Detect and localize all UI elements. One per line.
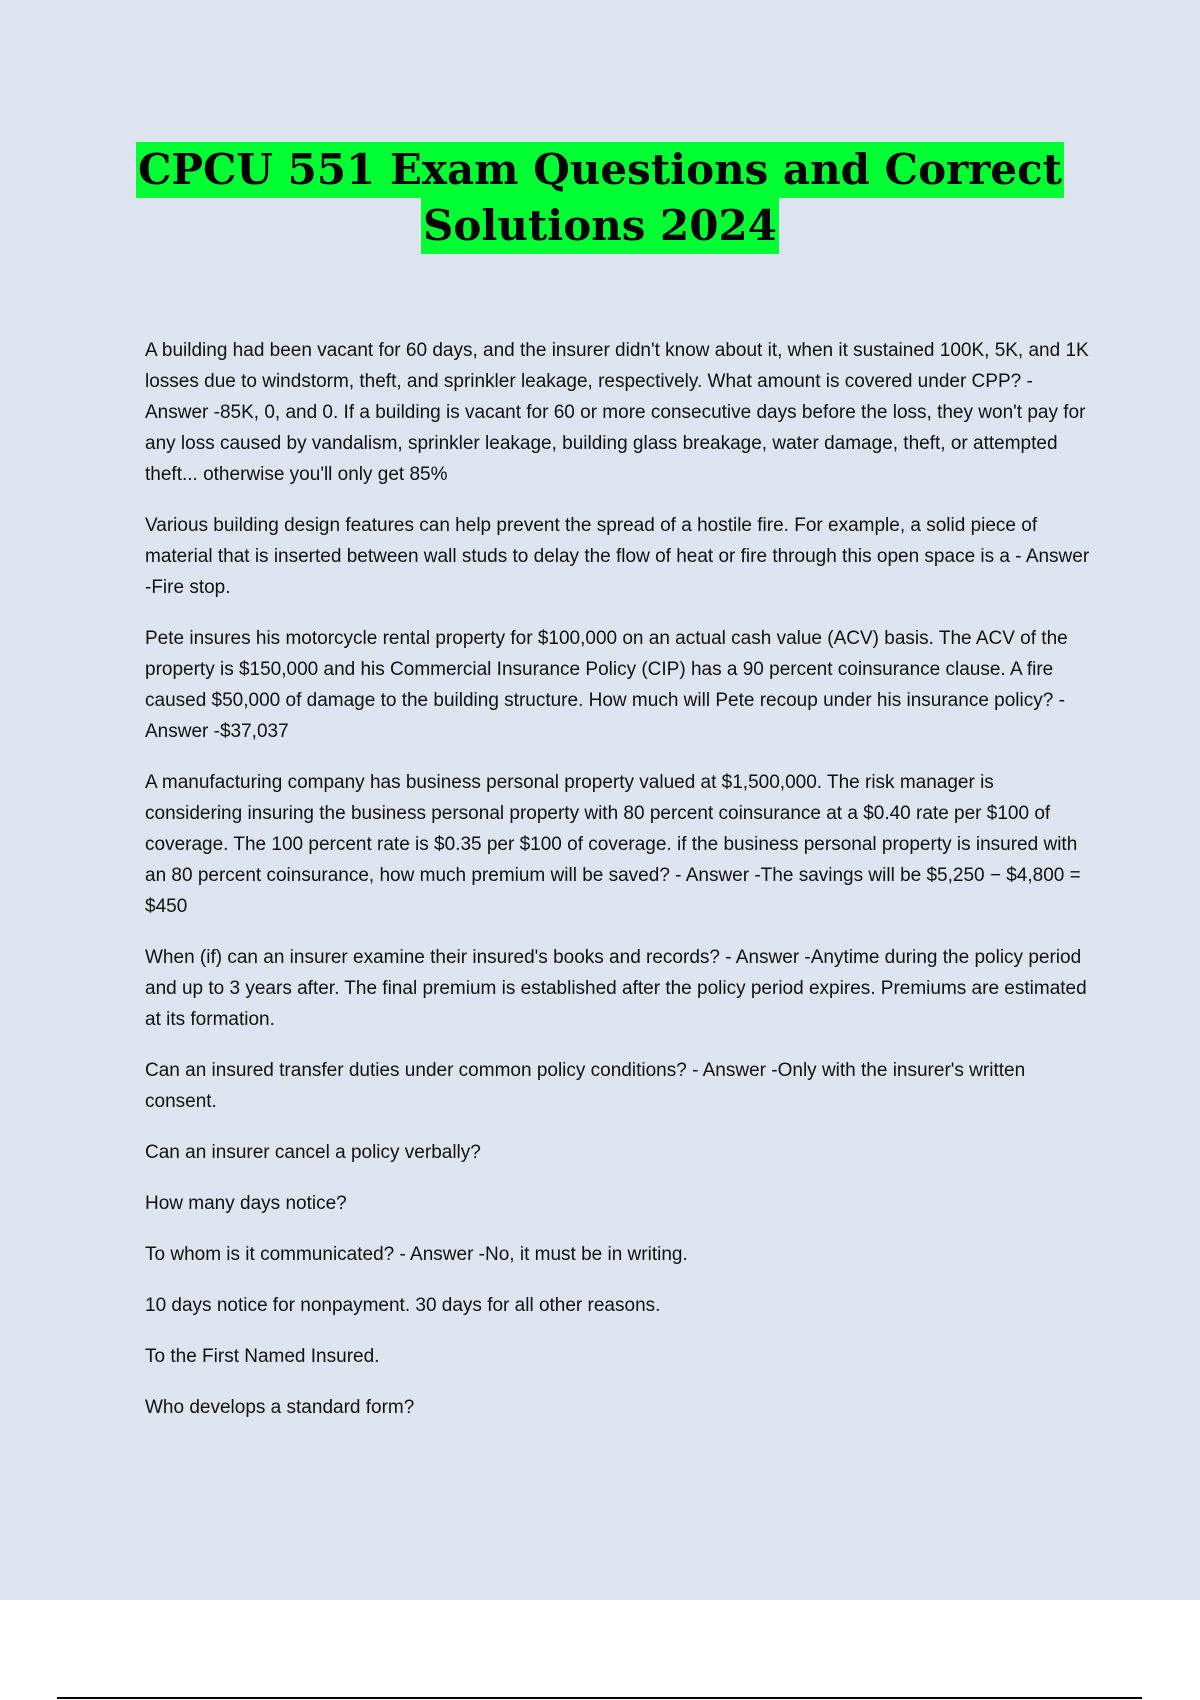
paragraph: A building had been vacant for 60 days, and the insurer didn't know about it, when it sustained 100K, 5K, and 1K losses due to windstorm, theft, and sprinkler leakage, respectively. What amount is covered under CPP? - Answer -85K, 0, and 0. If a building is vacant for 60 or more consecutive days before the loss, they won't pay for any loss caused by vandalism, sprinkler leakage, building glass breakage, water damage, theft, or attempted theft... otherwise you'll only get 85%	[145, 340, 1089, 485]
paragraph: 10 days notice for nonpayment. 30 days for all other reasons.	[145, 1295, 661, 1316]
title-line-1: CPCU 551 Exam Questions and Correct	[136, 142, 1064, 198]
paragraph: Various building design features can help prevent the spread of a hostile fire. For example, a solid piece of material that is inserted between wall studs to delay the flow of heat or fire through this open space is a - Answer -Fire stop.	[145, 515, 1090, 598]
document-title	[0, 142, 1200, 254]
footer-divider	[57, 1697, 1142, 1699]
paragraph: How many days notice?	[145, 1193, 347, 1214]
paragraph: To whom is it communicated? - Answer -No, it must be in writing.	[145, 1244, 688, 1265]
paragraph: When (if) can an insurer examine their insured's books and records? - Answer -Anytime during the policy period and up to 3 years after. The final premium is established after the policy period expires. Premiums are estimated at its formation.	[145, 947, 1087, 1030]
paragraph: Who develops a standard form?	[145, 1397, 415, 1418]
paragraph: Pete insures his motorcycle rental property for $100,000 on an actual cash value (ACV) basis. The ACV of the property is $150,000 and his Commercial Insurance Policy (CIP) has a 90 percent coinsurance clause. A fire caused $50,000 of damage to the building structure. How much will Pete recoup under his insurance policy? - Answer -$37,037	[145, 628, 1068, 742]
paragraph: Can an insured transfer duties under common policy conditions? - Answer -Only with the insurer's written consent.	[145, 1060, 1026, 1112]
title-line-2: Solutions 2024	[421, 198, 779, 254]
paragraph: To the First Named Insured.	[145, 1346, 380, 1367]
document-body	[145, 335, 1090, 1443]
paragraph: A manufacturing company has business personal property valued at $1,500,000. The risk manager is considering insuring the business personal property with 80 percent coinsurance at a $0.40 rate per $100 of coverage. The 100 percent rate is $0.35 per $100 of coverage. if the business personal property is insured with an 80 percent coinsurance, how much premium will be saved? - Answer -The savings will be $5,250 − $4,800 = $450	[145, 772, 1081, 917]
paragraph: Can an insurer cancel a policy verbally?	[145, 1142, 481, 1163]
